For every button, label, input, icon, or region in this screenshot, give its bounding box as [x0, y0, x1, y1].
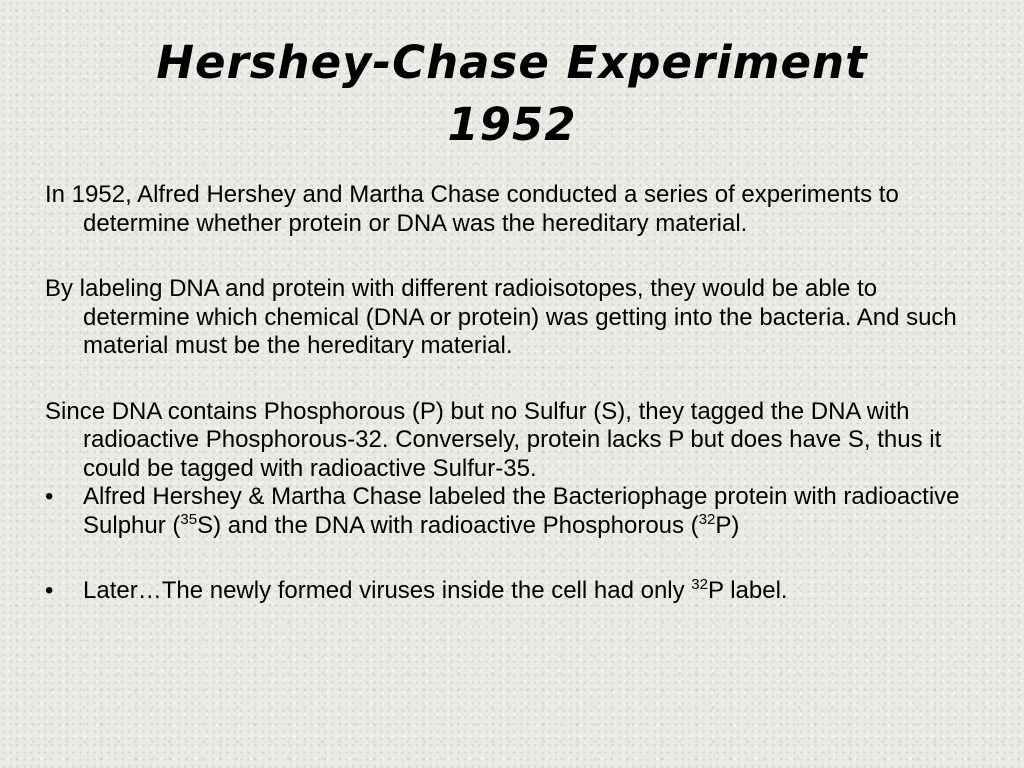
bullet-text-part: P): [715, 511, 740, 539]
bullet-text-part: P label.: [707, 577, 788, 604]
bullet-text-part: Alfred Hershey & Martha Chase labeled the Bacteriophage protein with radioactive Sulphur (: [83, 483, 960, 539]
paragraph-intro: In 1952, Alfred Hershey and Martha Chase conducted a series of experiments to determine whether protein or DNA was the hereditary material.: [45, 181, 899, 237]
bullet-item-labeling: [45, 483, 965, 540]
bullet-marker: •: [45, 483, 54, 510]
superscript-32: 32: [698, 510, 716, 528]
slide-body: [45, 181, 965, 606]
slide-title: [0, 32, 1024, 156]
bullet-text-part: S) and the DNA with radioactive Phosphorous (: [197, 511, 699, 539]
bullet-item-result: [45, 577, 965, 606]
superscript-35: 35: [180, 510, 198, 528]
paragraph-labeling: By labeling DNA and protein with different radioisotopes, they would be able to determine which chemical (DNA or protein) was getting into the bacteria. And such material must be the hereditary material.: [45, 275, 957, 359]
bullet-text: [83, 483, 960, 539]
superscript-32: 32: [691, 576, 708, 593]
title-line-1: Hershey-Chase Experiment: [156, 36, 868, 89]
title-line-2: 1952: [447, 98, 577, 151]
bullet-text-part: Later…The newly formed viruses inside the cell had only: [83, 577, 692, 604]
paragraph-isotopes: Since DNA contains Phosphorous (P) but no Sulfur (S), they tagged the DNA with radioactive Phosphorous-32. Conversely, protein lacks P but does have S, thus it could be tagged with radioactive Sulfur-35.: [45, 397, 942, 482]
bullet-marker: •: [45, 577, 54, 604]
bullet-text: [83, 577, 788, 604]
